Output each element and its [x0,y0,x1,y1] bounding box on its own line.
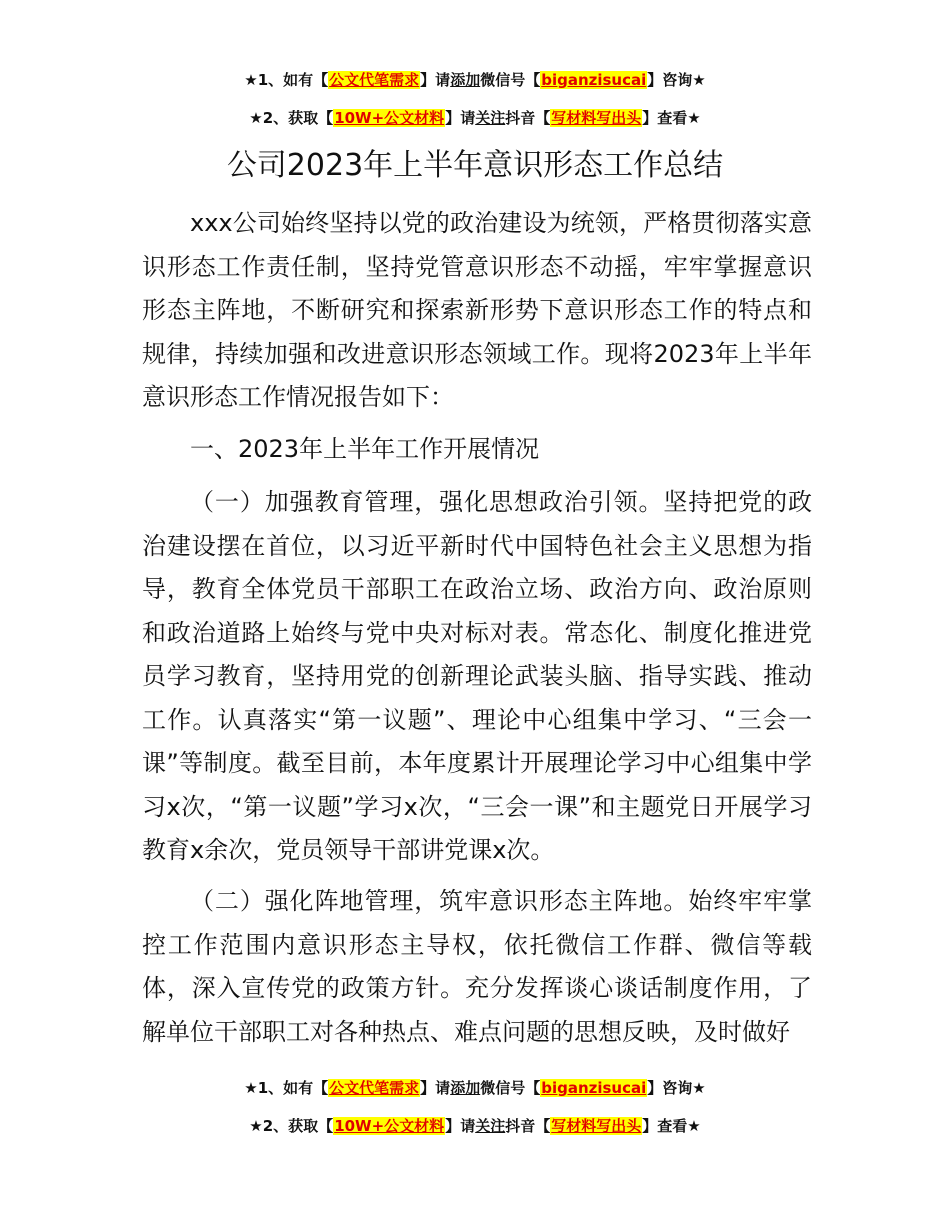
highlight-service: 公文代笔需求 [329,71,420,89]
promo-banner-bottom-line2: ★2、获取【10W+公文材料】请关注抖音【写材料写出头】查看★ [249,1117,701,1135]
highlight-wechat-id: biganzisucai [541,71,647,89]
promo-banner-top-line2: ★2、获取【10W+公文材料】请关注抖音【写材料写出头】查看★ [249,109,701,127]
highlight-materials: 10W+公文材料 [334,109,445,127]
highlight-materials: 10W+公文材料 [334,1117,445,1135]
section-heading: 一、2023年上半年工作开展情况 [190,435,540,463]
highlight-douyin: 写材料写出头 [551,109,642,127]
highlight-service: 公文代笔需求 [329,1079,420,1097]
highlight-douyin: 写材料写出头 [551,1117,642,1135]
highlight-wechat-id: biganzisucai [541,1079,647,1097]
paragraph-position: （二）强化阵地管理，筑牢意识形态主阵地。始终牢牢掌控工作范围内意识形态主导权，依托微信工作群、微信等载体，深入宣传党的政策方针。充分发挥谈心谈话制度作用，了解单位干部职工对各种热点、难点问题的思想反映，及时做好 [142,887,812,1046]
promo-banner-bottom-line1: ★1、如有【公文代笔需求】请添加微信号【biganzisucai】咨询★ [244,1079,706,1097]
promo-banner-top-line1: ★1、如有【公文代笔需求】请添加微信号【biganzisucai】咨询★ [244,71,706,89]
paragraph-education: （一）加强教育管理，强化思想政治引领。坚持把党的政治建设摆在首位，以习近平新时代中国特色社会主义思想为指导，教育全体党员干部职工在政治立场、政治方向、政治原则和政治道路上始终与党中央对标对表。常态化、制度化推进党员学习教育，坚持用党的创新理论武装头脑、指导实践、推动工作。认真落实“第一议题”、理论中心组集中学习、“三会一课”等制度。截至目前，本年度累计开展理论学习中心组集中学习x次，“第一议题”学习x次，“三会一课”和主题党日开展学习教育x余次，党员领导干部讲党课x次。 [142,488,812,864]
document-title: 公司2023年上半年意识形态工作总结 [226,148,724,183]
intro-paragraph: xxx公司始终坚持以党的政治建设为统领，严格贯彻落实意识形态工作责任制，坚持党管意识形态不动摇，牢牢掌握意识形态主阵地，不断研究和探索新形势下意识形态工作的特点和规律，持续加强和改进意识形态领域工作。现将2023年上半年意识形态工作情况报告如下： [142,209,812,411]
